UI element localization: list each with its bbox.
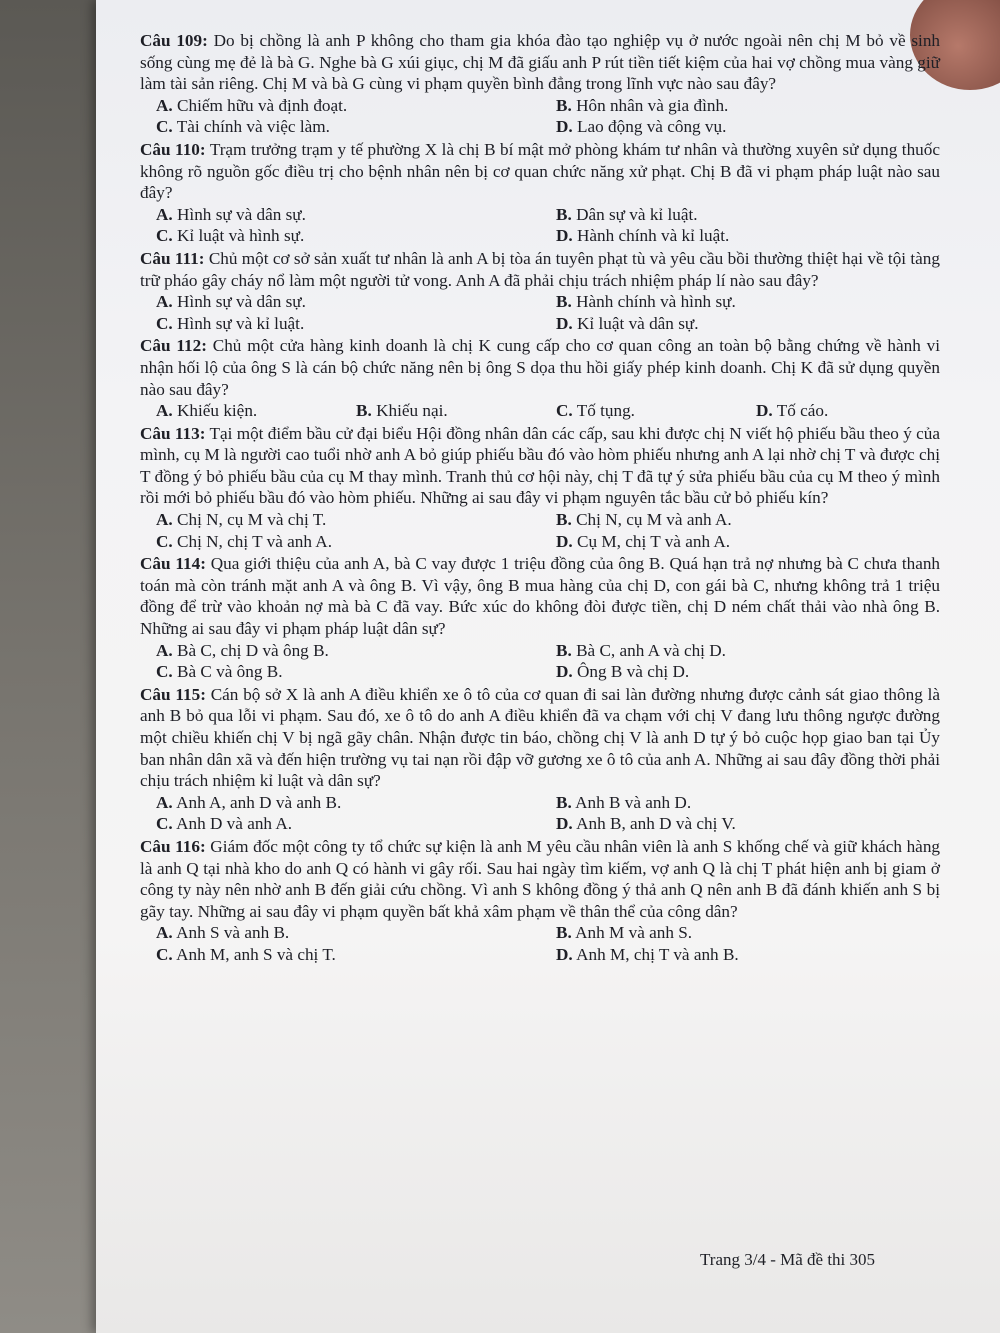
option-text: Bà C, anh A và chị D.: [576, 640, 726, 660]
question-label: Câu 109:: [140, 31, 208, 50]
option-letter: D.: [556, 944, 573, 964]
option-letter: B.: [556, 204, 572, 224]
option-c[interactable]: [140, 225, 540, 247]
options: [140, 922, 940, 965]
option-c[interactable]: [140, 813, 540, 835]
question-body: Do bị chồng là anh P không cho tham gia khóa đào tạo nghiệp vụ ở nước ngoài nên chị M bỏ về sinh sống cùng mẹ đẻ là bà G. Nghe bà G xúi giục, chị M đã giấu anh P rút tiền tiết kiệm của hai vợ chồng mua vàng giữ làm tài sản riêng. Chị M và bà G cùng vi phạm quyền bình đẳng trong lĩnh vực nào sau đây?: [140, 31, 941, 94]
option-text: Chiếm hữu và định đoạt.: [177, 95, 348, 115]
question-text: [140, 553, 940, 639]
option-c[interactable]: [140, 313, 540, 335]
option-c[interactable]: [140, 661, 540, 683]
option-letter: C.: [156, 814, 173, 834]
option-letter: C.: [156, 531, 173, 551]
option-d[interactable]: [540, 944, 940, 966]
option-letter: A.: [156, 401, 173, 421]
option-letter: A.: [156, 204, 173, 224]
question-text: [140, 423, 940, 509]
option-a[interactable]: [140, 291, 540, 313]
question-110: [140, 139, 940, 247]
option-text: Chị N, cụ M và chị T.: [177, 510, 327, 530]
option-c[interactable]: [140, 116, 540, 138]
question-text: [140, 139, 940, 204]
option-text: Hành chính và kỉ luật.: [577, 226, 730, 246]
option-d[interactable]: [540, 313, 940, 335]
option-letter: D.: [556, 531, 573, 551]
question-text: [140, 684, 940, 792]
option-a[interactable]: [140, 95, 540, 117]
option-b[interactable]: [540, 640, 940, 662]
question-body: Giám đốc một công ty tổ chức sự kiện là anh M yêu cầu nhân viên là anh S khống chế và giữ khách hàng là anh Q tại nhà kho do anh Q có hành vi gây rối. Sau hai ngày tìm kiếm, vợ anh Q là chị T phát hiện anh bị giam ở công ty này nên nhờ anh B đến giải cứu chồng. Vì anh S không đồng ý thả anh Q nên anh B đã đánh khiến anh S bị gãy tay. Những ai sau đây vi phạm quyền bất khả xâm phạm về thân thể của công dân?: [140, 836, 941, 921]
option-a[interactable]: [140, 400, 340, 422]
question-body: Qua giới thiệu của anh A, bà C vay được 1 triệu đồng của ông B. Quá hạn trả nợ nhưng bà C chưa thanh toán mà còn tránh mặt anh A và ông B. Vì vậy, ông B mua hàng của chị D, con gái bà C, nhưng không trả 1 triệu đồng để trừ vào khoản nợ mà bà C đã vay. Bức xúc do không đòi được tiền, chị D ném chất thải vào nhà ông B. Những ai sau đây vi phạm pháp luật dân sự?: [140, 554, 941, 639]
option-text: Anh B, anh D và chị V.: [576, 814, 736, 834]
option-c[interactable]: [540, 400, 740, 422]
option-a[interactable]: [140, 204, 540, 226]
option-text: Anh B và anh D.: [575, 792, 692, 812]
option-text: Anh D và anh A.: [176, 814, 293, 834]
option-a[interactable]: [140, 640, 540, 662]
options: [140, 792, 940, 835]
option-letter: A.: [156, 640, 173, 660]
question-text: [140, 30, 940, 95]
option-text: Lao động và công vụ.: [577, 117, 727, 137]
option-b[interactable]: [540, 204, 940, 226]
option-letter: D.: [556, 814, 573, 834]
question-text: [140, 248, 940, 291]
option-letter: D.: [556, 226, 573, 246]
question-112: [140, 335, 940, 421]
option-b[interactable]: [540, 95, 940, 117]
option-letter: C.: [156, 662, 173, 682]
question-114: [140, 553, 940, 683]
option-letter: D.: [756, 401, 773, 421]
option-text: Hình sự và dân sự.: [177, 204, 306, 224]
option-c[interactable]: [140, 944, 540, 966]
option-text: Anh S và anh B.: [176, 923, 290, 943]
option-text: Khiếu kiện.: [177, 401, 258, 421]
question-body: Tại một điểm bầu cử đại biểu Hội đồng nhân dân các cấp, sau khi được chị N viết hộ phiếu bầu theo ý của mình, cụ M là người cao tuổi nhờ anh A bỏ giúp phiếu bầu đó vào hòm phiếu nhưng anh A lại nhờ chị T và được chị T đồng ý bỏ phiếu bầu của cụ M thay mình. Tranh thủ cơ hội này, chị T đã tự ý sửa phiếu bầu của cụ M theo ý mình rồi mới bỏ phiếu bầu đó vào hòm phiếu. Những ai sau đây vi phạm nguyên tắc bầu cử bỏ phiếu kín?: [140, 423, 940, 508]
question-115: [140, 684, 940, 835]
option-letter: A.: [156, 292, 173, 312]
option-b[interactable]: [540, 291, 940, 313]
option-letter: A.: [156, 510, 173, 530]
option-text: Tài chính và việc làm.: [176, 117, 330, 137]
option-d[interactable]: [540, 225, 940, 247]
option-b[interactable]: [540, 509, 940, 531]
option-b[interactable]: [340, 400, 540, 422]
option-a[interactable]: [140, 922, 540, 944]
option-letter: B.: [556, 292, 572, 312]
background-left: [0, 0, 110, 1333]
options: [140, 400, 940, 422]
option-letter: A.: [156, 923, 173, 943]
option-text: Anh M và anh S.: [575, 923, 693, 943]
option-letter: C.: [156, 226, 173, 246]
question-label: Câu 116:: [140, 836, 206, 856]
option-text: Kỉ luật và dân sự.: [577, 313, 699, 333]
option-letter: C.: [556, 401, 573, 421]
exam-page: [140, 30, 940, 967]
option-text: Kỉ luật và hình sự.: [177, 226, 305, 246]
question-116: [140, 836, 940, 966]
question-label: Câu 115:: [140, 684, 206, 704]
option-d[interactable]: [740, 400, 940, 422]
options: [140, 291, 940, 334]
option-text: Anh M, anh S và chị T.: [176, 944, 336, 964]
option-text: Hình sự và dân sự.: [177, 292, 306, 312]
option-d[interactable]: [540, 661, 940, 683]
option-text: Hôn nhân và gia đình.: [576, 95, 729, 115]
question-111: [140, 248, 940, 334]
question-label: Câu 111:: [140, 248, 205, 268]
question-body: Chủ một cửa hàng kinh doanh là chị K cung cấp cho cơ quan công an toàn bộ bằng chứng về hành vi nhận hối lộ của ông S là cán bộ chức năng nên bị ông S dọa thu hồi giấy phép kinh doanh. Chị K đã sử dụng quyền nào sau đây?: [140, 336, 941, 399]
option-text: Anh A, anh D và anh B.: [176, 792, 342, 812]
option-text: Chị N, chị T và anh A.: [177, 531, 333, 551]
question-text: [140, 335, 940, 400]
question-body: Chủ một cơ sở sản xuất tư nhân là anh A bị tòa án tuyên phạt tù và yêu cầu bồi thường thiệt hại về tội tàng trữ pháo gây cháy nổ làm một người tử vong. Anh A đã phải chịu trách nhiệm pháp lí nào sau đây?: [140, 248, 940, 290]
question-text: [140, 836, 940, 922]
option-letter: C.: [156, 117, 173, 137]
option-c[interactable]: [140, 531, 540, 553]
option-letter: B.: [556, 923, 572, 943]
options: [140, 509, 940, 552]
option-letter: C.: [156, 944, 173, 964]
option-text: Dân sự và kỉ luật.: [576, 204, 698, 224]
option-text: Cụ M, chị T và anh A.: [577, 531, 731, 551]
options: [140, 204, 940, 247]
question-113: [140, 423, 940, 553]
option-letter: C.: [156, 313, 173, 333]
option-text: Bà C, chị D và ông B.: [177, 640, 329, 660]
option-text: Hình sự và kỉ luật.: [177, 313, 305, 333]
option-b[interactable]: [540, 922, 940, 944]
option-text: Tố tụng.: [576, 401, 635, 421]
options: [140, 95, 940, 138]
option-d[interactable]: [540, 813, 940, 835]
option-b[interactable]: [540, 792, 940, 814]
question-109: [140, 30, 940, 138]
option-letter: A.: [156, 95, 173, 115]
question-label: Câu 114:: [140, 554, 206, 574]
option-text: Khiếu nại.: [376, 401, 448, 421]
option-a[interactable]: [140, 792, 540, 814]
option-d[interactable]: [540, 116, 940, 138]
options: [140, 640, 940, 683]
question-label: Câu 113:: [140, 423, 206, 443]
option-letter: B.: [356, 401, 372, 421]
option-letter: A.: [156, 792, 173, 812]
option-text: Bà C và ông B.: [177, 662, 283, 682]
page-footer: Trang 3/4 - Mã đề thi 305: [700, 1250, 876, 1269]
option-letter: D.: [556, 117, 573, 137]
question-label: Câu 110:: [140, 139, 206, 159]
question-label: Câu 112:: [140, 336, 207, 356]
option-letter: B.: [556, 792, 572, 812]
question-body: Cán bộ sở X là anh A điều khiển xe ô tô của cơ quan đi sai làn đường nhưng được cảnh sát giao thông là anh B bỏ qua lỗi vi phạm. Sau đó, xe ô tô do anh A điều khiển đã va chạm với chị V đang lưu thông ngược đường một chiều khiến chị V bị ngã gãy chân. Nhận được tin báo, chồng chị V là anh D tự ý bỏ cuộc họp giao ban tại Ủy ban nhân dân xã và đến hiện trường vụ tai nạn rồi đập vỡ gương xe ô tô của anh A. Những ai sau đây đồng thời phải chịu trách nhiệm kỉ luật và dân sự?: [140, 684, 940, 791]
option-text: Hành chính và hình sự.: [576, 292, 736, 312]
option-text: Chị N, cụ M và anh A.: [576, 510, 732, 530]
option-letter: D.: [556, 662, 573, 682]
question-body: Trạm trưởng trạm y tế phường X là chị B bí mật mở phòng khám tư nhân và thường xuyên sử dụng thuốc không rõ nguồn gốc điều trị cho bệnh nhân nên bị cơ quan chức năng xử phạt. Chị B đã vi phạm pháp luật nào sau đây?: [140, 139, 940, 203]
option-letter: B.: [556, 640, 572, 660]
option-a[interactable]: [140, 509, 540, 531]
option-letter: D.: [556, 313, 573, 333]
option-text: Anh M, chị T và anh B.: [576, 944, 739, 964]
option-d[interactable]: [540, 531, 940, 553]
option-letter: B.: [556, 95, 572, 115]
option-text: Tố cáo.: [776, 401, 829, 421]
option-text: Ông B và chị D.: [577, 662, 690, 682]
option-letter: B.: [556, 510, 572, 530]
